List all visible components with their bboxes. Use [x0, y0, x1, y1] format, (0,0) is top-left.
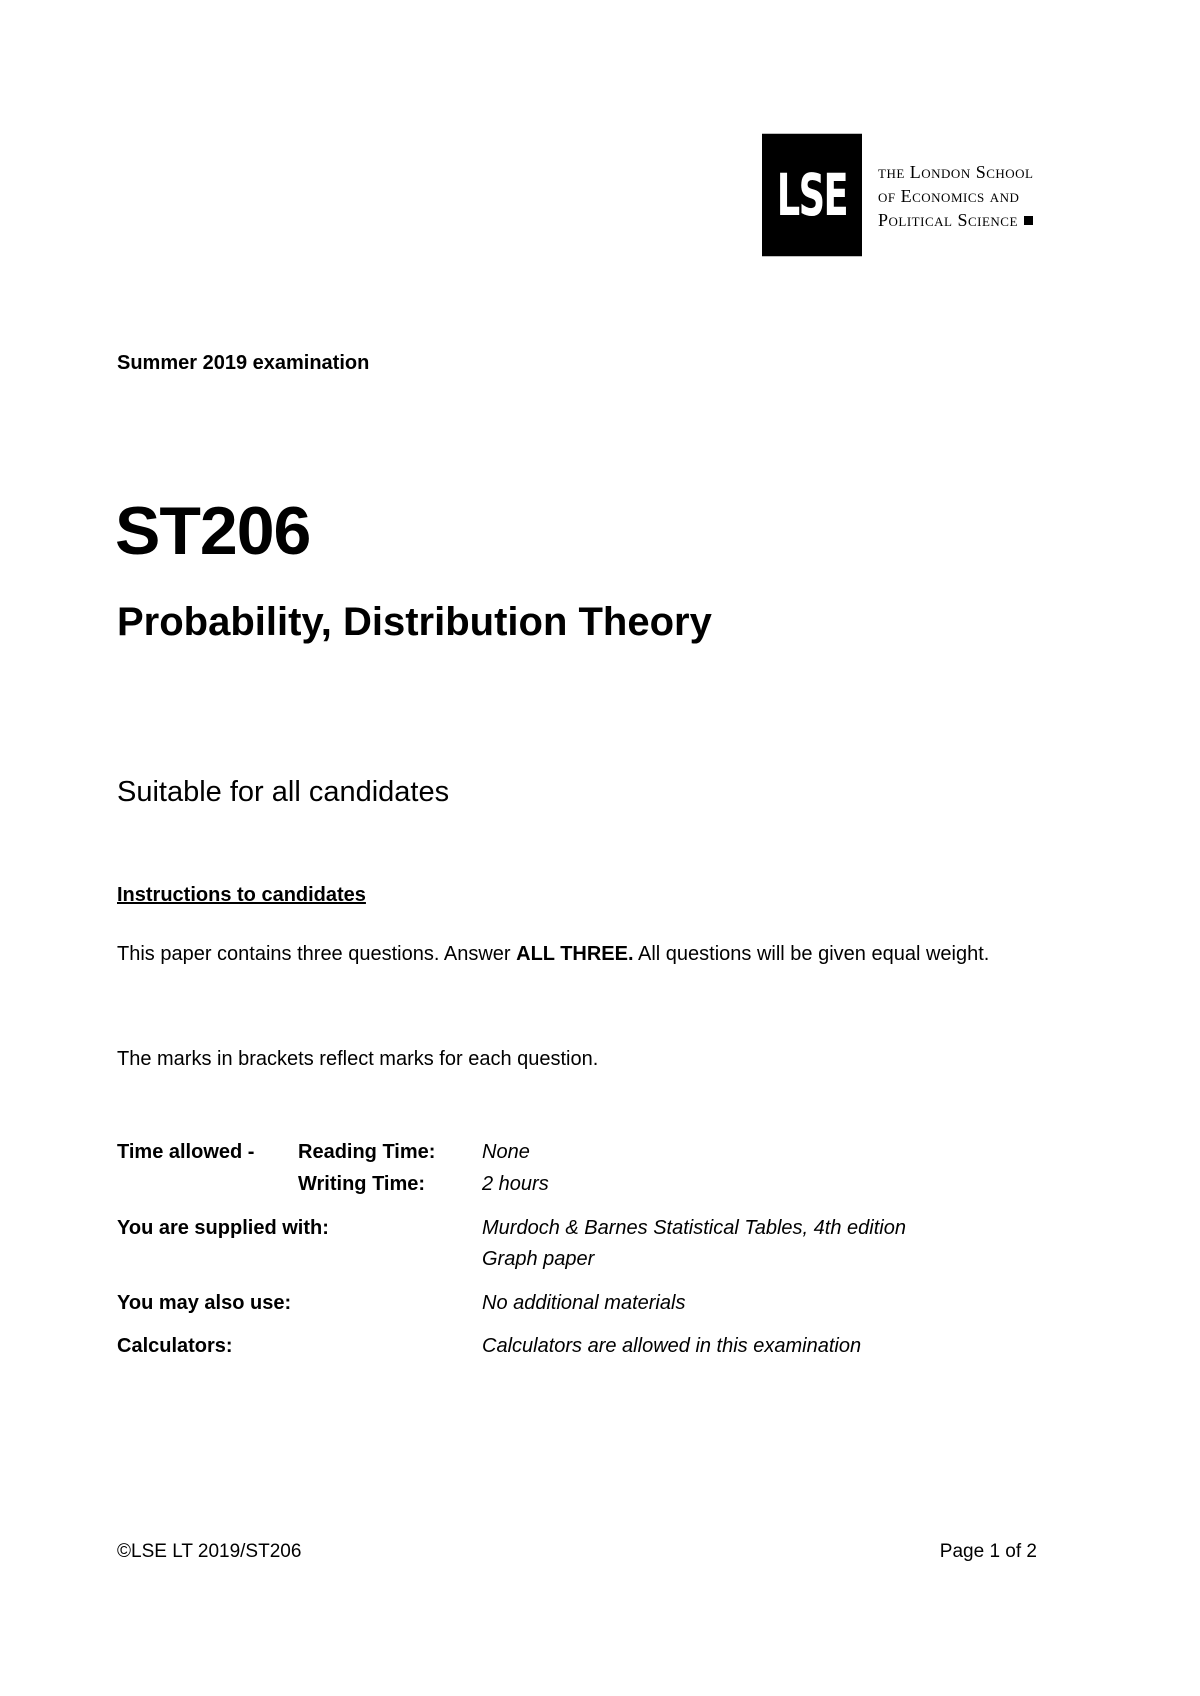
also-use-value: No additional materials	[482, 1292, 686, 1314]
lse-logo-mark: LSE	[762, 134, 862, 257]
footer-copyright: ©LSE LT 2019/ST206	[117, 1541, 302, 1562]
instructions-paragraph-1: This paper contains three questions. Answer ALL THREE. All questions will be given equal weight.	[117, 943, 990, 965]
supplied-label: You are supplied with:	[117, 1217, 329, 1239]
lse-logo-wordmark	[878, 160, 1034, 232]
logo-line-3: Political Science	[878, 210, 1018, 230]
exam-session: Summer 2019 examination	[117, 352, 370, 374]
suitability-note: Suitable for all candidates	[117, 776, 450, 808]
also-use-label: You may also use:	[117, 1292, 292, 1314]
supplied-value-graph-paper: Graph paper	[482, 1248, 595, 1270]
supplied-value-tables: Murdoch & Barnes Statistical Tables, 4th edition	[482, 1217, 906, 1239]
logo-line-3-wrap	[878, 208, 1034, 232]
all-three-emphasis: ALL THREE.	[516, 943, 634, 965]
calculators-label: Calculators:	[117, 1335, 233, 1357]
reading-time-label: Reading Time:	[298, 1141, 436, 1163]
logo-square-icon	[1024, 216, 1033, 225]
logo-line-2: of Economics and	[878, 186, 1020, 206]
footer-page-number: Page 1 of 2	[939, 1541, 1037, 1562]
instructions-paragraph-2: The marks in brackets reflect marks for each question.	[117, 1048, 599, 1070]
writing-time-label: Writing Time:	[298, 1173, 426, 1195]
reading-time-value: None	[482, 1141, 530, 1163]
course-title: Probability, Distribution Theory	[117, 600, 712, 644]
instructions-heading: Instructions to candidates	[117, 884, 366, 906]
calculators-value: Calculators are allowed in this examination	[482, 1335, 862, 1357]
logo-line-1: the London School	[878, 162, 1034, 182]
time-allowed-label: Time allowed -	[117, 1141, 255, 1163]
writing-time-value: 2 hours	[482, 1173, 549, 1195]
course-code: ST206	[115, 493, 311, 569]
